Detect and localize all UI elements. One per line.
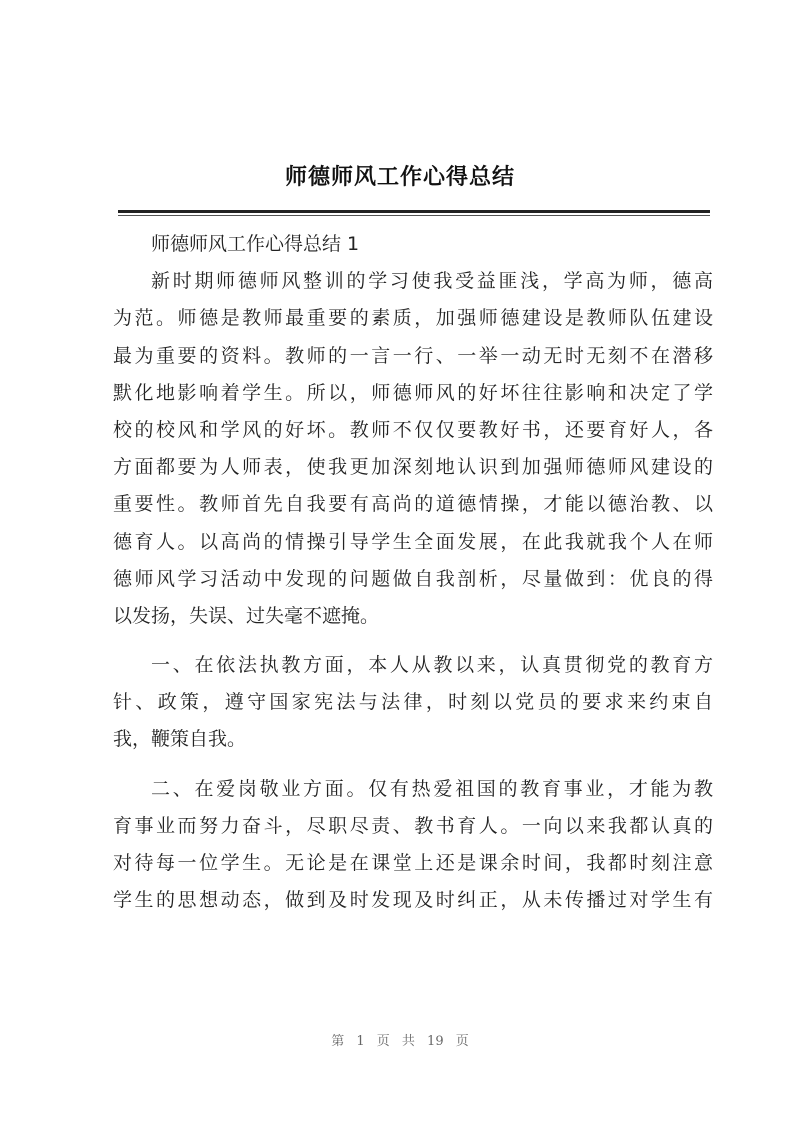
- paragraph-line: 育事业而努力奋斗，尽职尽责、教书育人。一向以来我都认真的: [113, 814, 713, 837]
- title-divider-thick: [118, 210, 710, 213]
- page-number-footer: 第 1 页 共 19 页: [331, 1034, 469, 1049]
- paragraph-line: 我，鞭策自我。: [113, 728, 247, 751]
- paragraph-line: 校的校风和学风的好坏。教师不仅仅要教好书，还要育好人，各: [113, 418, 713, 441]
- paragraph-line: 新时期师德师风整训的学习使我受益匪浅，学高为师，德高: [151, 270, 713, 293]
- paragraph-line: 一、在依法执教方面，本人从教以来，认真贯彻党的教育方: [151, 654, 713, 677]
- paragraph-line: 德师风学习活动中发现的问题做自我剖析，尽量做到：优良的得: [113, 567, 713, 590]
- paragraph-line: 二、在爱岗敬业方面。仅有热爱祖国的教育事业，才能为教: [151, 777, 713, 800]
- paragraph-line: 德育人。以高尚的情操引导学生全面发展，在此我就我个人在师: [113, 530, 713, 553]
- paragraph-line: 默化地影响着学生。所以，师德师风的好坏往往影响和决定了学: [113, 381, 713, 404]
- paragraph-line: 对待每一位学生。无论是在课堂上还是课余时间，我都时刻注意: [113, 852, 713, 874]
- paragraph-2: [113, 647, 713, 759]
- section-heading: 师德师风工作心得总结 1: [151, 233, 360, 255]
- paragraph-line: 学生的思想动态，做到及时发现及时纠正，从未传播过对学生有: [113, 889, 713, 912]
- paragraph-1: [113, 263, 713, 635]
- title-divider-thin: [118, 215, 710, 216]
- paragraph-line: 针、政策，遵守国家宪法与法律，时刻以党员的要求来约束自: [113, 691, 713, 714]
- paragraph-3: [113, 771, 713, 920]
- paragraph-line: 方面都要为人师表，使我更加深刻地认识到加强师德师风建设的: [113, 456, 713, 479]
- paragraph-line: 以发扬，失误、过失毫不遮掩。: [113, 604, 380, 627]
- document-title: 师德师风工作心得总结: [284, 164, 515, 190]
- paragraph-line: 为范。师德是教师最重要的素质，加强师德建设是教师队伍建设: [113, 307, 713, 330]
- paragraph-line: 重要性。教师首先自我要有高尚的道德情操，才能以德治教、以: [113, 493, 713, 516]
- document-body: [113, 226, 713, 919]
- paragraph-line: 最为重要的资料。教师的一言一行、一举一动无时无刻不在潜移: [113, 344, 713, 367]
